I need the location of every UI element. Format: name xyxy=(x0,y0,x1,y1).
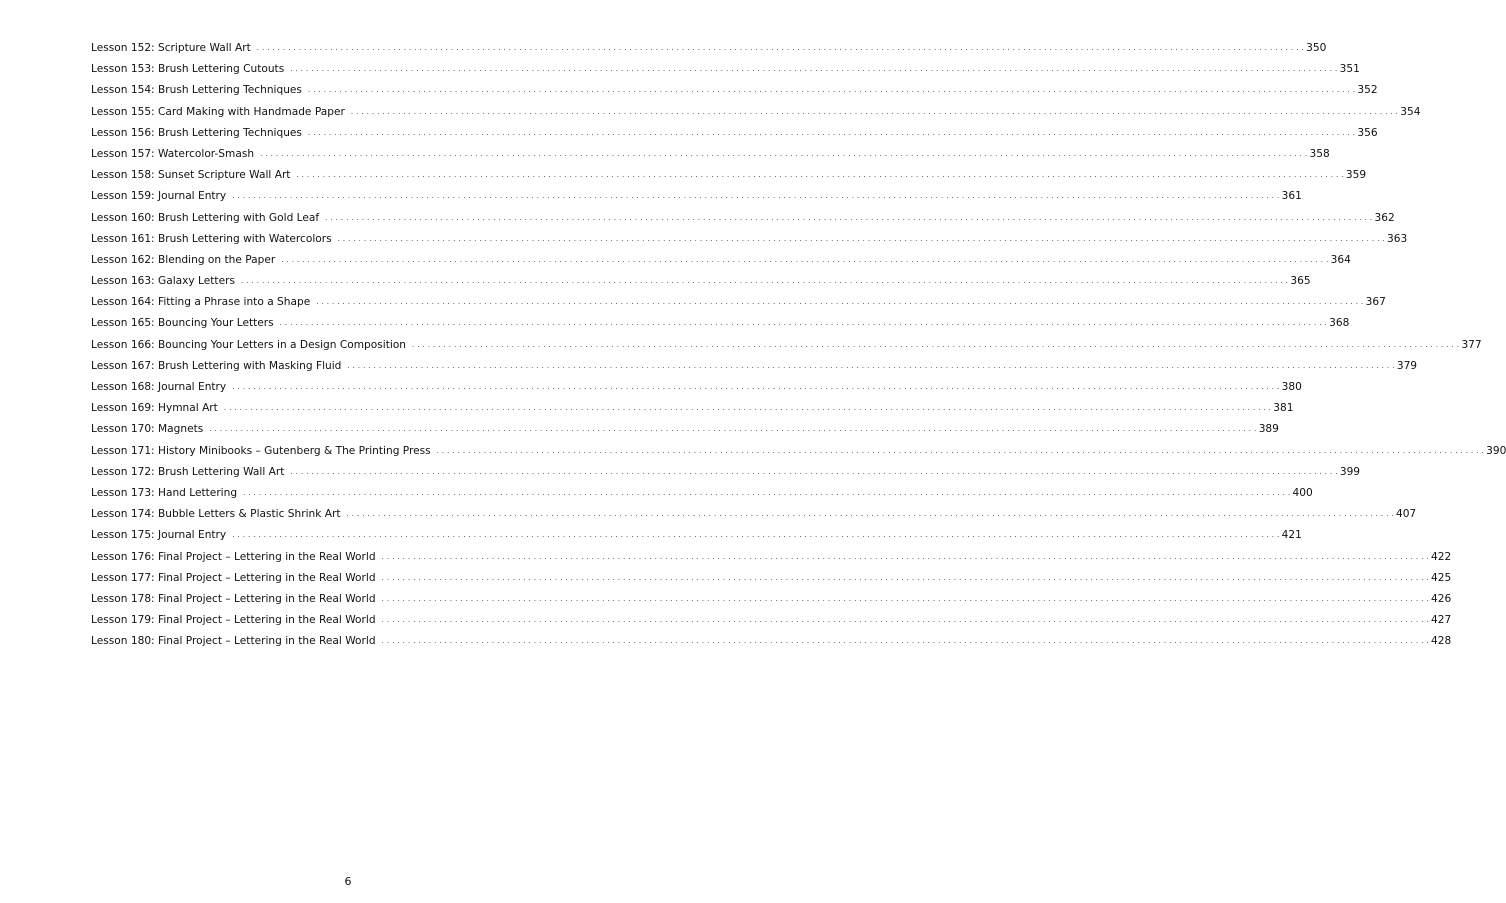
toc-entry-page: 363 xyxy=(1387,232,1408,245)
toc-dot-leader: . . . . . . . . . . . . . . . . . . . . . . . . . . . . . . . . . . . . . . . . . . . . . . . . . . . . . . . . . . . . . . . . . . . . . . . . . . . . . . . . . . . . . . . . . . . . . . . . . . . . . . . . . . . . . . . . . . . . . . . . . . . . . . . . . . . . . . . . . . . . . . . . . . . . . . . . . . . . . . . . . . . . . . . . . . . . . . . . . . . . . . . . . . . . . . . . . . . . . . . . xyxy=(232,192,1280,201)
toc-dot-leader: . . . . . . . . . . . . . . . . . . . . . . . . . . . . . . . . . . . . . . . . . . . . . . . . . . . . . . . . . . . . . . . . . . . . . . . . . . . . . . . . . . . . . . . . . . . . . . . . . . . . . . . . . . . . . . . . . . . . . . . . . . . . . . . . . . . . . . . . . . . . . . . . . . . . . . . . . . . . . . . . . . . . . . . . . . . . . . . . . . . . . . . . . . . . . . . . . . . . . . . . xyxy=(381,637,1429,646)
toc-dot-leader: . . . . . . . . . . . . . . . . . . . . . . . . . . . . . . . . . . . . . . . . . . . . . . . . . . . . . . . . . . . . . . . . . . . . . . . . . . . . . . . . . . . . . . . . . . . . . . . . . . . . . . . . . . . . . . . . . . . . . . . . . . . . . . . . . . . . . . . . . . . . . . . . . . . . . . . . . . . . . . . . . . . . . . . . . . . . . . . . . . . . . . . . . . . . . . . . . . . . . . . . xyxy=(296,171,1344,180)
toc-dot-leader: . . . . . . . . . . . . . . . . . . . . . . . . . . . . . . . . . . . . . . . . . . . . . . . . . . . . . . . . . . . . . . . . . . . . . . . . . . . . . . . . . . . . . . . . . . . . . . . . . . . . . . . . . . . . . . . . . . . . . . . . . . . . . . . . . . . . . . . . . . . . . . . . . . . . . . . . . . . . . . . . . . . . . . . . . . . . . . . . . . . . . . . . . . . . . . . . . . . . . . . . xyxy=(347,361,1395,370)
toc-entry[interactable] xyxy=(91,568,1452,589)
toc-entry-page: 351 xyxy=(1339,63,1360,76)
toc-entry[interactable] xyxy=(91,462,1361,483)
toc-dot-leader: . . . . . . . . . . . . . . . . . . . . . . . . . . . . . . . . . . . . . . . . . . . . . . . . . . . . . . . . . . . . . . . . . . . . . . . . . . . . . . . . . . . . . . . . . . . . . . . . . . . . . . . . . . . . . . . . . . . . . . . . . . . . . . . . . . . . . . . . . . . . . . . . . . . . . . . . . . . . . . . . . . . . . . . . . . . . . . . . . . . . . . . . . . . . . . . . . . . . . . . . xyxy=(281,255,1329,264)
toc-entry-title: Lesson 167: Brush Lettering with Masking Fluid xyxy=(91,359,342,372)
toc-entry[interactable] xyxy=(91,229,1408,250)
toc-entry[interactable] xyxy=(91,610,1452,631)
toc-entry[interactable] xyxy=(91,38,1327,59)
toc-entry-title: Lesson 165: Bouncing Your Letters xyxy=(91,317,274,330)
toc-entry-title: Lesson 154: Brush Lettering Techniques xyxy=(91,84,302,97)
toc-entry-page: 427 xyxy=(1430,614,1452,627)
toc-entry-title: Lesson 179: Final Project – Lettering in the Real World xyxy=(91,614,376,627)
toc-dot-leader: . . . . . . . . . . . . . . . . . . . . . . . . . . . . . . . . . . . . . . . . . . . . . . . . . . . . . . . . . . . . . . . . . . . . . . . . . . . . . . . . . . . . . . . . . . . . . . . . . . . . . . . . . . . . . . . . . . . . . . . . . . . . . . . . . . . . . . . . . . . . . . . . . . . . . . . . . . . . . . . . . . . . . . . . . . . . . . . . . . . . . . . . . . . . . . . . . . . . . . . . xyxy=(381,573,1429,582)
toc-entry-page: 367 xyxy=(1365,296,1386,309)
toc-entry-title: Lesson 168: Journal Entry xyxy=(91,381,227,393)
toc-entry-page: 400 xyxy=(1292,486,1313,499)
toc-dot-leader: . . . . . . . . . . . . . . . . . . . . . . . . . . . . . . . . . . . . . . . . . . . . . . . . . . . . . . . . . . . . . . . . . . . . . . . . . . . . . . . . . . . . . . . . . . . . . . . . . . . . . . . . . . . . . . . . . . . . . . . . . . . . . . . . . . . . . . . . . . . . . . . . . . . . . . . . . . . . . . . . . . . . . . . . . . . . . . . . . . . . . . . . . . . . . . . . . . . . . . . . xyxy=(337,234,1386,243)
toc-entry-title: Lesson 155: Card Making with Handmade Paper xyxy=(91,105,345,118)
toc-entry-title: Lesson 157: Watercolor-Smash xyxy=(91,147,255,160)
toc-entry-page: 428 xyxy=(1430,635,1452,648)
toc-entry-page: 356 xyxy=(1357,126,1378,139)
toc-dot-leader: . . . . . . . . . . . . . . . . . . . . . . . . . . . . . . . . . . . . . . . . . . . . . . . . . . . . . . . . . . . . . . . . . . . . . . . . . . . . . . . . . . . . . . . . . . . . . . . . . . . . . . . . . . . . . . . . . . . . . . . . . . . . . . . . . . . . . . . . . . . . . . . . . . . . . . . . . . . . . . . . . . . . . . . . . . . . . . . . . . . . . . . . . . . . . . . . . . . . . . . . xyxy=(232,531,1280,540)
toc-entry[interactable] xyxy=(91,483,1313,504)
toc-entry-page: 389 xyxy=(1258,423,1279,436)
toc-entry[interactable] xyxy=(91,59,1360,80)
toc-dot-leader: . . . . . . . . . . . . . . . . . . . . . . . . . . . . . . . . . . . . . . . . . . . . . . . . . . . . . . . . . . . . . . . . . . . . . . . . . . . . . . . . . . . . . . . . . . . . . . . . . . . . . . . . . . . . . . . . . . . . . . . . . . . . . . . . . . . . . . . . . . . . . . . . . . . . . . . . . . . . . . . . . . . . . . . . . . . . . . . . . . . . . . . . . . . . . . . . . . . . . . . . xyxy=(260,149,1308,158)
toc-entry[interactable] xyxy=(91,144,1330,165)
toc-dot-leader: . . . . . . . . . . . . . . . . . . . . . . . . . . . . . . . . . . . . . . . . . . . . . . . . . . . . . . . . . . . . . . . . . . . . . . . . . . . . . . . . . . . . . . . . . . . . . . . . . . . . . . . . . . . . . . . . . . . . . . . . . . . . . . . . . . . . . . . . . . . . . . . . . . . . . . . . . . . . . . . . . . . . . . . . . . . . . . . . . . . . . . . . . . . . . . . . . . . . . . . . xyxy=(223,404,1272,413)
toc-dot-leader: . . . . . . . . . . . . . . . . . . . . . . . . . . . . . . . . . . . . . . . . . . . . . . . . . . . . . . . . . . . . . . . . . . . . . . . . . . . . . . . . . . . . . . . . . . . . . . . . . . . . . . . . . . . . . . . . . . . . . . . . . . . . . . . . . . . . . . . . . . . . . . . . . . . . . . . . . . . . . . . . . . . . . . . . . . . . . . . . . . . . . . . . . . . . . . . . . . . . . . . . xyxy=(209,425,1257,434)
toc-entry-title: Lesson 159: Journal Entry xyxy=(91,190,227,203)
toc-entry-title: Lesson 178: Final Project – Lettering in the Real World xyxy=(91,592,376,605)
toc-entry-page: 421 xyxy=(1281,529,1302,542)
toc-entry[interactable] xyxy=(91,547,1452,568)
page-number: 6 xyxy=(344,875,352,888)
toc-entry[interactable] xyxy=(91,292,1386,313)
toc-dot-leader: . . . . . . . . . . . . . . . . . . . . . . . . . . . . . . . . . . . . . . . . . . . . . . . . . . . . . . . . . . . . . . . . . . . . . . . . . . . . . . . . . . . . . . . . . . . . . . . . . . . . . . . . . . . . . . . . . . . . . . . . . . . . . . . . . . . . . . . . . . . . . . . . . . . . . . . . . . . . . . . . . . . . . . . . . . . . . . . . . . . . . . . . . . . . . . . . . . . . . . . . xyxy=(232,383,1280,391)
toc-entry[interactable] xyxy=(91,356,1418,377)
toc-entry[interactable] xyxy=(91,208,1395,229)
toc-entry-title: Lesson 171: History Minibooks – Gutenberg & The Printing Press xyxy=(91,444,431,457)
toc-entry-title: Lesson 161: Brush Lettering with Watercolors xyxy=(91,232,332,245)
toc-entry-title: Lesson 170: Magnets xyxy=(91,423,204,436)
toc-dot-leader: . . . . . . . . . . . . . . . . . . . . . . . . . . . . . . . . . . . . . . . . . . . . . . . . . . . . . . . . . . . . . . . . . . . . . . . . . . . . . . . . . . . . . . . . . . . . . . . . . . . . . . . . . . . . . . . . . . . . . . . . . . . . . . . . . . . . . . . . . . . . . . . . . . . . . . . . . . . . . . . . . . . . . . . . . . . . . . . . . . . . . . . . . . . . . . . . . . . . . . . . xyxy=(307,128,1356,137)
toc-entry-title: Lesson 163: Galaxy Letters xyxy=(91,275,235,288)
toc-dot-leader: . . . . . . . . . . . . . . . . . . . . . . . . . . . . . . . . . . . . . . . . . . . . . . . . . . . . . . . . . . . . . . . . . . . . . . . . . . . . . . . . . . . . . . . . . . . . . . . . . . . . . . . . . . . . . . . . . . . . . . . . . . . . . . . . . . . . . . . . . . . . . . . . . . . . . . . . . . . . . . . . . . . . . . . . . . . . . . . . . . . . . . . . . . . . . . . . . . . . . . . . xyxy=(381,594,1429,603)
toc-entry-page: 380 xyxy=(1281,381,1302,393)
toc-entry-title: Lesson 169: Hymnal Art xyxy=(91,402,218,415)
toc-entry-title: Lesson 164: Fitting a Phrase into a Shape xyxy=(91,296,311,309)
toc-entry[interactable] xyxy=(91,250,1351,271)
toc-entry[interactable] xyxy=(91,335,1482,356)
toc-dot-leader: . . . . . . . . . . . . . . . . . . . . . . . . . . . . . . . . . . . . . . . . . . . . . . . . . . . . . . . . . . . . . . . . . . . . . . . . . . . . . . . . . . . . . . . . . . . . . . . . . . . . . . . . . . . . . . . . . . . . . . . . . . . . . . . . . . . . . . . . . . . . . . . . . . . . . . . . . . . . . . . . . . . . . . . . . . . . . . . . . . . . . . . . . . . . . . . . . . . . . . . . xyxy=(325,213,1373,222)
toc-dot-leader: . . . . . . . . . . . . . . . . . . . . . . . . . . . . . . . . . . . . . . . . . . . . . . . . . . . . . . . . . . . . . . . . . . . . . . . . . . . . . . . . . . . . . . . . . . . . . . . . . . . . . . . . . . . . . . . . . . . . . . . . . . . . . . . . . . . . . . . . . . . . . . . . . . . . . . . . . . . . . . . . . . . . . . . . . . . . . . . . . . . . . . . . . . . . . . . . . . . . . . . . xyxy=(381,616,1429,625)
toc-entry[interactable] xyxy=(91,377,1302,398)
toc-entry-page: 377 xyxy=(1461,338,1482,351)
toc-entry-page: 361 xyxy=(1281,190,1302,203)
toc-entry[interactable] xyxy=(91,441,1506,462)
toc-dot-leader: . . . . . . . . . . . . . . . . . . . . . . . . . . . . . . . . . . . . . . . . . . . . . . . . . . . . . . . . . . . . . . . . . . . . . . . . . . . . . . . . . . . . . . . . . . . . . . . . . . . . . . . . . . . . . . . . . . . . . . . . . . . . . . . . . . . . . . . . . . . . . . . . . . . . . . . . . . . . . . . . . . . . . . . . . . . . . . . . . . . . . . . . . . . . . . . . . . . . . . . . xyxy=(436,446,1485,455)
toc-dot-leader: . . . . . . . . . . . . . . . . . . . . . . . . . . . . . . . . . . . . . . . . . . . . . . . . . . . . . . . . . . . . . . . . . . . . . . . . . . . . . . . . . . . . . . . . . . . . . . . . . . . . . . . . . . . . . . . . . . . . . . . . . . . . . . . . . . . . . . . . . . . . . . . . . . . . . . . . . . . . . . . . . . . . . . . . . . . . . . . . . . . . . . . . . . . . . . . . . . . . . . . . xyxy=(350,107,1399,116)
toc-dot-leader: . . . . . . . . . . . . . . . . . . . . . . . . . . . . . . . . . . . . . . . . . . . . . . . . . . . . . . . . . . . . . . . . . . . . . . . . . . . . . . . . . . . . . . . . . . . . . . . . . . . . . . . . . . . . . . . . . . . . . . . . . . . . . . . . . . . . . . . . . . . . . . . . . . . . . . . . . . . . . . . . . . . . . . . . . . . . . . . . . . . . . . . . . . . . . . . . . . . . . . . . xyxy=(316,298,1364,307)
toc-entry-title: Lesson 162: Blending on the Paper xyxy=(91,253,276,266)
toc-entry[interactable] xyxy=(91,525,1302,546)
toc-entry[interactable] xyxy=(91,504,1417,525)
toc-entry-title: Lesson 175: Journal Entry xyxy=(91,529,227,542)
toc-entry-page: 368 xyxy=(1329,317,1350,330)
toc-entry[interactable] xyxy=(91,631,1452,652)
toc-dot-leader: . . . . . . . . . . . . . . . . . . . . . . . . . . . . . . . . . . . . . . . . . . . . . . . . . . . . . . . . . . . . . . . . . . . . . . . . . . . . . . . . . . . . . . . . . . . . . . . . . . . . . . . . . . . . . . . . . . . . . . . . . . . . . . . . . . . . . . . . . . . . . . . . . . . . . . . . . . . . . . . . . . . . . . . . . . . . . . . . . . . . . . . . . . . . . . . . . . . . . . . . xyxy=(279,319,1328,328)
toc-dot-leader: . . . . . . . . . . . . . . . . . . . . . . . . . . . . . . . . . . . . . . . . . . . . . . . . . . . . . . . . . . . . . . . . . . . . . . . . . . . . . . . . . . . . . . . . . . . . . . . . . . . . . . . . . . . . . . . . . . . . . . . . . . . . . . . . . . . . . . . . . . . . . . . . . . . . . . . . . . . . . . . . . . . . . . . . . . . . . . . . . . . . . . . . . . . . . . . . . . . . . . . . xyxy=(346,510,1394,519)
toc-entry-page: 359 xyxy=(1345,169,1367,182)
toc-dot-leader: . . . . . . . . . . . . . . . . . . . . . . . . . . . . . . . . . . . . . . . . . . . . . . . . . . . . . . . . . . . . . . . . . . . . . . . . . . . . . . . . . . . . . . . . . . . . . . . . . . . . . . . . . . . . . . . . . . . . . . . . . . . . . . . . . . . . . . . . . . . . . . . . . . . . . . . . . . . . . . . . . . . . . . . . . . . . . . . . . . . . . . . . . . . . . . . . . . . . . . . . xyxy=(381,552,1429,561)
toc-entry[interactable] xyxy=(91,123,1378,144)
toc-entry-title: Lesson 160: Brush Lettering with Gold Leaf xyxy=(91,211,320,224)
toc-dot-leader: . . . . . . . . . . . . . . . . . . . . . . . . . . . . . . . . . . . . . . . . . . . . . . . . . . . . . . . . . . . . . . . . . . . . . . . . . . . . . . . . . . . . . . . . . . . . . . . . . . . . . . . . . . . . . . . . . . . . . . . . . . . . . . . . . . . . . . . . . . . . . . . . . . . . . . . . . . . . . . . . . . . . . . . . . . . . . . . . . . . . . . . . . . . . . . . . . . . . . . . . xyxy=(256,44,1305,52)
toc-entry[interactable] xyxy=(91,398,1294,419)
toc-entry-page: 365 xyxy=(1290,275,1311,288)
toc-entry-page: 379 xyxy=(1396,359,1418,372)
toc-entry-title: Lesson 152: Scripture Wall Art xyxy=(91,42,251,54)
toc-entry-title: Lesson 180: Final Project – Lettering in the Real World xyxy=(91,635,376,648)
toc-entry[interactable] xyxy=(91,186,1302,207)
toc-entry[interactable] xyxy=(91,313,1350,334)
toc-dot-leader: . . . . . . . . . . . . . . . . . . . . . . . . . . . . . . . . . . . . . . . . . . . . . . . . . . . . . . . . . . . . . . . . . . . . . . . . . . . . . . . . . . . . . . . . . . . . . . . . . . . . . . . . . . . . . . . . . . . . . . . . . . . . . . . . . . . . . . . . . . . . . . . . . . . . . . . . . . . . . . . . . . . . . . . . . . . . . . . . . . . . . . . . . . . . . . . . . . . . . . . . xyxy=(412,340,1460,349)
toc-dot-leader: . . . . . . . . . . . . . . . . . . . . . . . . . . . . . . . . . . . . . . . . . . . . . . . . . . . . . . . . . . . . . . . . . . . . . . . . . . . . . . . . . . . . . . . . . . . . . . . . . . . . . . . . . . . . . . . . . . . . . . . . . . . . . . . . . . . . . . . . . . . . . . . . . . . . . . . . . . . . . . . . . . . . . . . . . . . . . . . . . . . . . . . . . . . . . . . . . . . . . . . . xyxy=(290,467,1338,476)
toc-entry-title: Lesson 177: Final Project – Lettering in the Real World xyxy=(91,571,376,584)
toc-entry-page: 352 xyxy=(1357,84,1378,97)
toc-entry-page: 399 xyxy=(1339,465,1361,478)
toc-entry-title: Lesson 173: Hand Lettering xyxy=(91,486,238,499)
toc-entry-page: 425 xyxy=(1430,571,1452,584)
toc-entry-title: Lesson 153: Brush Lettering Cutouts xyxy=(91,63,285,76)
toc-entry-page: 358 xyxy=(1309,147,1330,160)
toc-entry-title: Lesson 158: Sunset Scripture Wall Art xyxy=(91,169,291,182)
toc-entry-page: 426 xyxy=(1430,592,1452,605)
toc-dot-leader: . . . . . . . . . . . . . . . . . . . . . . . . . . . . . . . . . . . . . . . . . . . . . . . . . . . . . . . . . . . . . . . . . . . . . . . . . . . . . . . . . . . . . . . . . . . . . . . . . . . . . . . . . . . . . . . . . . . . . . . . . . . . . . . . . . . . . . . . . . . . . . . . . . . . . . . . . . . . . . . . . . . . . . . . . . . . . . . . . . . . . . . . . . . . . . . . . . . . . . . . xyxy=(307,86,1356,95)
toc-entry-page: 364 xyxy=(1330,253,1351,266)
toc-entry-title: Lesson 166: Bouncing Your Letters in a Design Composition xyxy=(91,338,407,351)
toc-entry-page: 422 xyxy=(1430,550,1452,563)
toc-entry-title: Lesson 156: Brush Lettering Techniques xyxy=(91,126,302,139)
toc-entry-page: 362 xyxy=(1374,211,1395,224)
toc-entry-title: Lesson 174: Bubble Letters & Plastic Shrink Art xyxy=(91,508,341,521)
toc-dot-leader: . . . . . . . . . . . . . . . . . . . . . . . . . . . . . . . . . . . . . . . . . . . . . . . . . . . . . . . . . . . . . . . . . . . . . . . . . . . . . . . . . . . . . . . . . . . . . . . . . . . . . . . . . . . . . . . . . . . . . . . . . . . . . . . . . . . . . . . . . . . . . . . . . . . . . . . . . . . . . . . . . . . . . . . . . . . . . . . . . . . . . . . . . . . . . . . . . . . . . . . . xyxy=(240,277,1289,286)
toc-entry-page: 354 xyxy=(1400,105,1421,118)
toc-entry[interactable] xyxy=(91,165,1367,186)
toc-entry[interactable] xyxy=(91,102,1421,123)
table-of-contents xyxy=(91,38,1506,652)
toc-entry[interactable] xyxy=(91,80,1378,101)
toc-entry[interactable] xyxy=(91,589,1452,610)
toc-entry-title: Lesson 172: Brush Lettering Wall Art xyxy=(91,465,285,478)
toc-entry-page: 390 xyxy=(1486,444,1506,457)
toc-entry[interactable] xyxy=(91,419,1279,440)
toc-entry-page: 350 xyxy=(1306,42,1327,54)
toc-entry-page: 407 xyxy=(1395,508,1417,521)
toc-entry[interactable] xyxy=(91,271,1311,292)
toc-entry-title: Lesson 176: Final Project – Lettering in the Real World xyxy=(91,550,376,563)
toc-dot-leader: . . . . . . . . . . . . . . . . . . . . . . . . . . . . . . . . . . . . . . . . . . . . . . . . . . . . . . . . . . . . . . . . . . . . . . . . . . . . . . . . . . . . . . . . . . . . . . . . . . . . . . . . . . . . . . . . . . . . . . . . . . . . . . . . . . . . . . . . . . . . . . . . . . . . . . . . . . . . . . . . . . . . . . . . . . . . . . . . . . . . . . . . . . . . . . . . . . . . . . . . xyxy=(290,65,1338,74)
toc-entry-page: 381 xyxy=(1273,402,1294,415)
toc-dot-leader: . . . . . . . . . . . . . . . . . . . . . . . . . . . . . . . . . . . . . . . . . . . . . . . . . . . . . . . . . . . . . . . . . . . . . . . . . . . . . . . . . . . . . . . . . . . . . . . . . . . . . . . . . . . . . . . . . . . . . . . . . . . . . . . . . . . . . . . . . . . . . . . . . . . . . . . . . . . . . . . . . . . . . . . . . . . . . . . . . . . . . . . . . . . . . . . . . . . . . . . . xyxy=(243,488,1291,497)
